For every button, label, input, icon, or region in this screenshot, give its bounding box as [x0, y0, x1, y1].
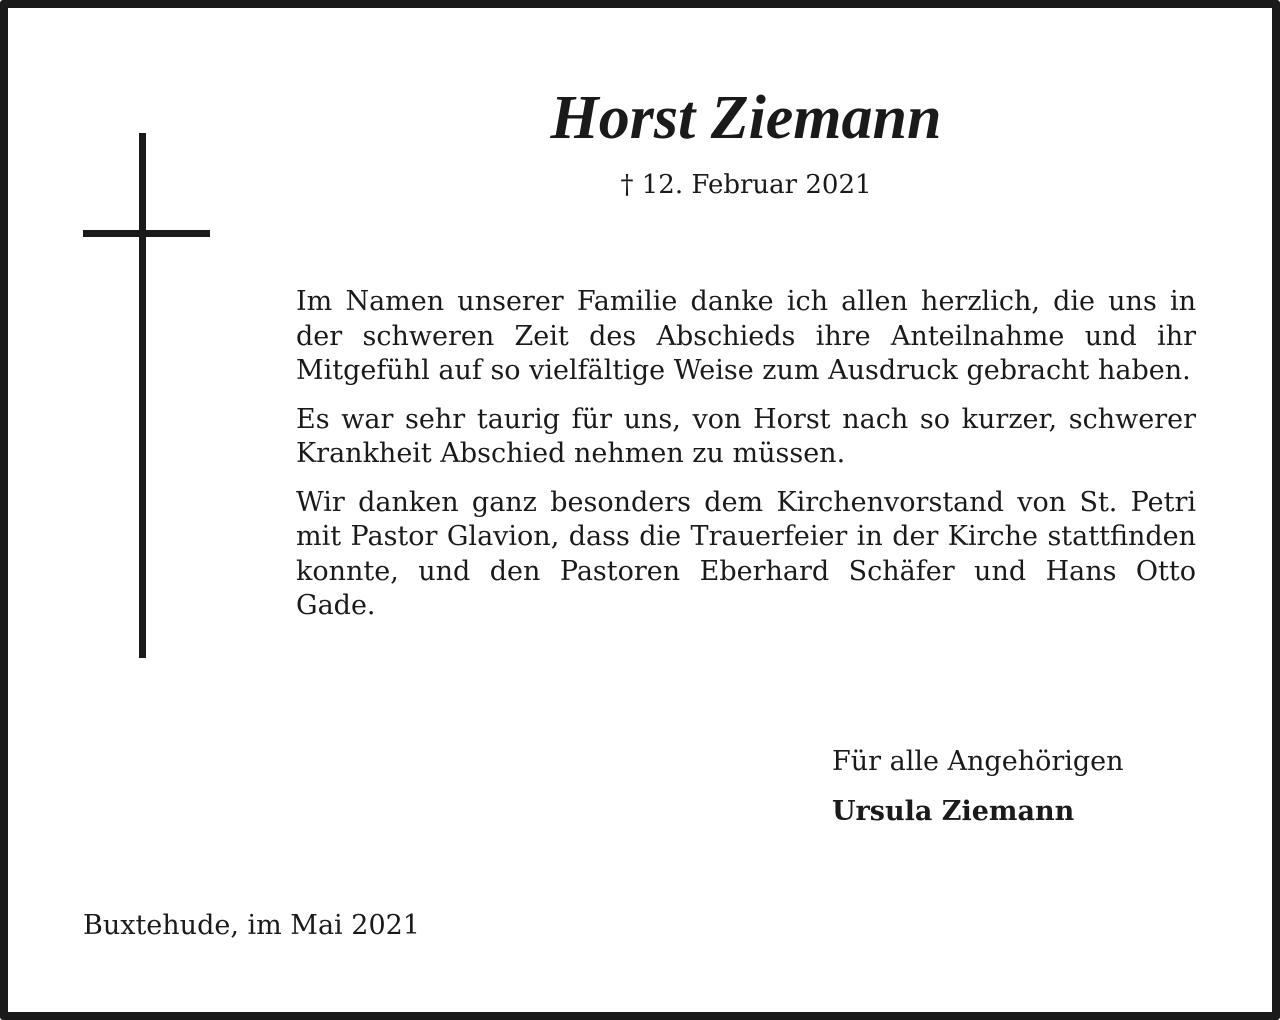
- paragraph-illness: Es war sehr taurig für uns, von Horst nach so kurzer, schwerer Krankheit Abschied nehmen zu müssen.: [296, 403, 1196, 469]
- paragraph-thanks: Im Namen unserer Familie danke ich allen herzlich, die uns in der schweren Zeit des Abschieds ihre Anteilnahme und ihr Mitgefühl auf so vielfältige Weise zum Ausdruck gebracht haben.: [296, 286, 1196, 386]
- signature-name: Ursula Ziemann: [832, 796, 1075, 827]
- paragraph-church: Wir danken ganz besonders dem Kirchenvorstand von St. Petri mit Pastor Glavion, dass die Trauerfeier in der Kirche stattfinden konnte, und den Pastoren Eberhard Schäfer und Hans Otto Gade.: [296, 486, 1196, 621]
- signature-intro: Für alle Angehörigen: [832, 746, 1124, 777]
- cross-vertical-bar: [139, 133, 146, 658]
- place-date: Buxtehude, im Mai 2021: [83, 910, 420, 941]
- cross-horizontal-bar: [83, 230, 210, 237]
- deceased-name: Horst Ziemann: [550, 84, 942, 152]
- gratitude-text: [296, 285, 1196, 638]
- death-date: † 12. Februar 2021: [620, 170, 872, 200]
- signature-block: [832, 742, 1124, 832]
